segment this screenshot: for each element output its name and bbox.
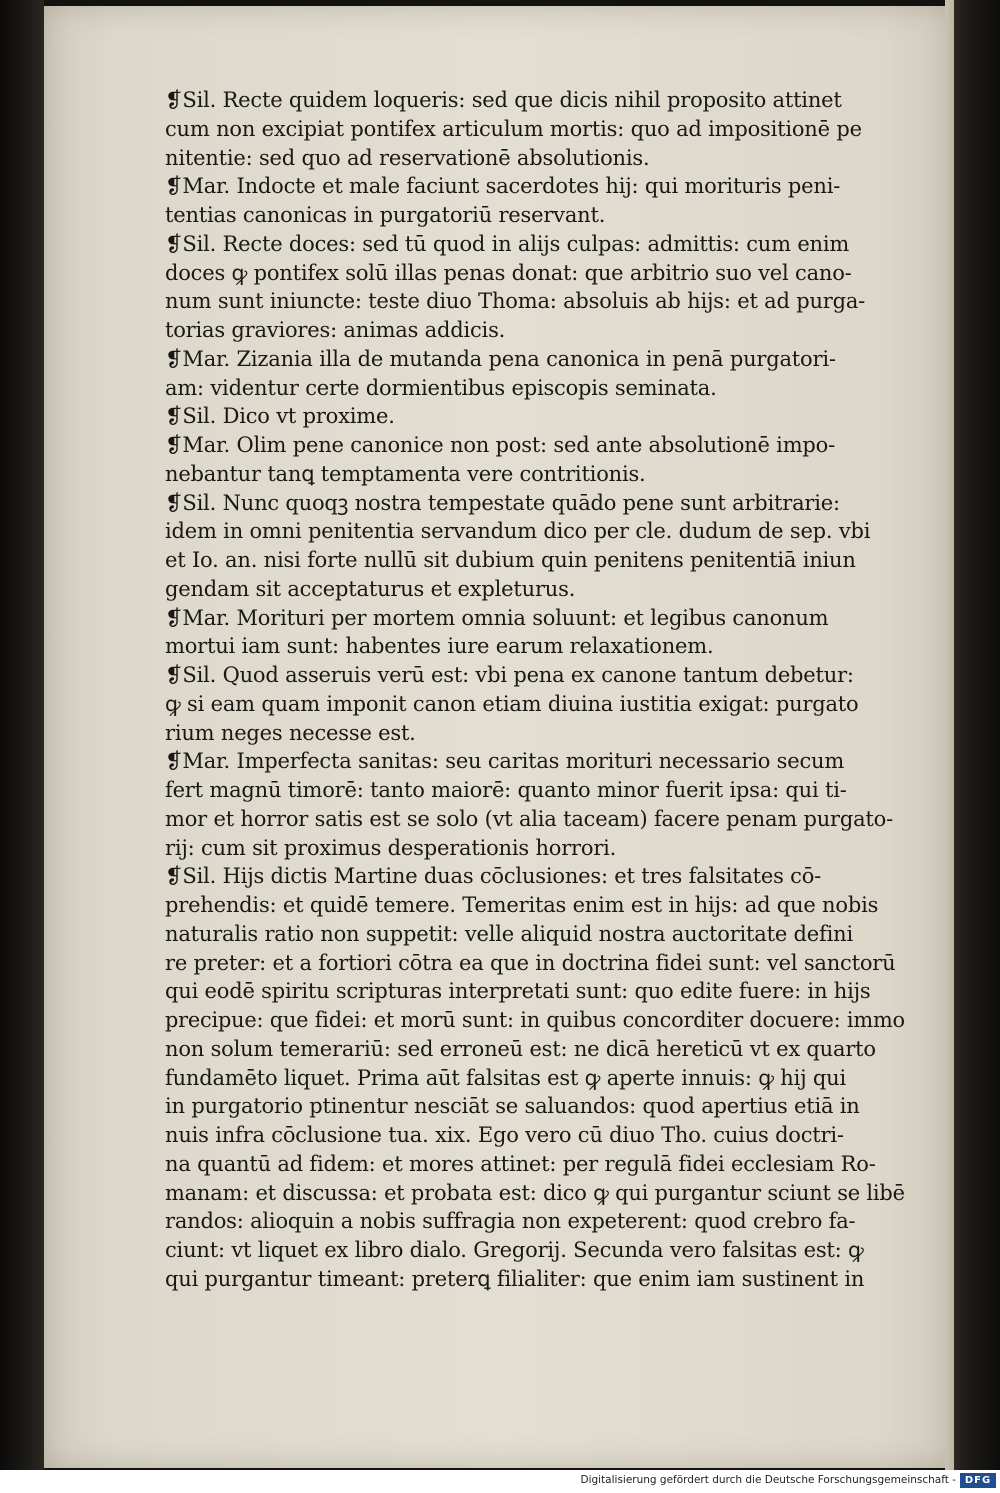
- text-line: ❡Mar. Zizania illa de mutanda pena canonica in penā purgatori-: [165, 346, 836, 371]
- text-line: fundamēto liquet. Prima aūt falsitas est ꝙ aperte innuis: ꝙ hij qui: [165, 1065, 846, 1090]
- text-line: mortui iam sunt: habentes iure earum relaxationem.: [165, 634, 714, 659]
- text-line: rium neges necesse est.: [165, 720, 416, 745]
- text-line: torias graviores: animas addicis.: [165, 318, 506, 342]
- funding-credit: Digitalisierung gefördert durch die Deutsche Forschungsgemeinschaft -: [580, 1474, 956, 1486]
- text-line: qui purgantur timeant: preterꝗ filialiter: que enim iam sustinent in: [165, 1266, 865, 1291]
- text-line: precipue: que fidei: et morū sunt: in quibus concorditer docuere: immo: [165, 1008, 905, 1032]
- text-line: idem in omni penitentia servandum dico per cle. dudum de sep. vbi: [165, 519, 871, 544]
- text-line: nitentie: sed quo ad reservationē absolutionis.: [165, 145, 650, 170]
- binding-shadow-right: [954, 0, 1000, 1470]
- text-line: ciunt: vt liquet ex libro dialo. Gregorij. Secunda vero falsitas est: ꝙ: [165, 1238, 864, 1262]
- binding-shadow-left: [0, 0, 44, 1470]
- text-line: ❡Mar. Olim pene canonice non post: sed ante absolutionē impo-: [165, 433, 835, 457]
- text-line: nebantur tanꝗ temptamenta vere contritionis.: [165, 461, 646, 486]
- dfg-logo: DFG: [960, 1473, 996, 1488]
- text-line: na quantū ad fidem: et mores attinet: per regulā fidei ecclesiam Ro-: [165, 1151, 876, 1176]
- text-line: cum non excipiat pontifex articulum mortis: quo ad impositionē pe: [165, 116, 862, 141]
- text-line: doces ꝙ pontifex solū illas penas donat: que arbitrio suo vel cano-: [165, 260, 852, 285]
- text-line: naturalis ratio non suppetit: velle aliquid nostra auctoritate defini: [165, 921, 853, 946]
- text-line: mor et horror satis est se solo (vt alia taceam) facere penam purgato-: [165, 806, 894, 831]
- text-line: ꝙ si eam quam imponit canon etiam diuina iustitia exigat: purgato: [165, 691, 859, 716]
- text-line: ❡Mar. Morituri per mortem omnia soluunt: et legibus canonum: [165, 605, 829, 630]
- text-line: non solum temerariū: sed erroneū est: ne dicā hereticū vt ex quarto: [165, 1036, 876, 1061]
- text-line: fert magnū timorē: tanto maiorē: quanto minor fuerit ipsa: qui ti-: [165, 778, 847, 802]
- text-line: randos: alioquin a nobis suffragia non expeterent: quod crebro fa-: [165, 1209, 856, 1234]
- text-line: nuis infra cōclusione tua. xix. Ego vero cū diuo Tho. cuius doctri-: [165, 1123, 844, 1147]
- text-line: num sunt iniuncte: teste diuo Thoma: absoluis ab hijs: et ad purga-: [165, 289, 866, 314]
- text-line: ❡Sil. Recte quidem loqueris: sed que dicis nihil proposito attinet: [165, 88, 842, 112]
- footer-bar: [0, 1470, 1000, 1493]
- text-line: ❡Sil. Quod asseruis verū est: vbi pena ex canone tantum debetur:: [165, 663, 854, 687]
- text-line: am: videntur certe dormientibus episcopis seminata.: [165, 375, 717, 400]
- text-line: ❡Mar. Imperfecta sanitas: seu caritas morituri necessario secum: [165, 749, 845, 774]
- text-line: rij: cum sit proximus desperationis horrori.: [165, 835, 617, 860]
- text-line: prehendis: et quidē temere. Temeritas enim est in hijs: ad que nobis: [165, 893, 879, 917]
- text-line: ❡Sil. Nunc quoqꝫ nostra tempestate quādo pene sunt arbitrarie:: [165, 490, 840, 515]
- text-line: in purgatorio ptinentur nesciāt se saluandos: quod apertius etiā in: [165, 1094, 860, 1119]
- text-line: re preter: et a fortiori cōtra ea que in doctrina fidei sunt: vel sanctorū: [165, 950, 896, 975]
- text-line: manam: et discussa: et probata est: dico ꝙ qui purgantur sciunt se libē: [165, 1180, 905, 1205]
- text-line: et Io. an. nisi forte nullū sit dubium quin penitens penitentiā iniun: [165, 548, 856, 572]
- text-line: ❡Mar. Indocte et male faciunt sacerdotes hij: qui morituris peni-: [165, 174, 841, 199]
- text-line: ❡Sil. Recte doces: sed tū quod in alijs culpas: admittis: cum enim: [165, 231, 850, 256]
- text-line: tentias canonicas in purgatoriū reservant.: [165, 203, 606, 227]
- text-block: [165, 86, 905, 1294]
- text-line: gendam sit acceptaturus et expleturus.: [165, 576, 576, 601]
- text-line: ❡Sil. Dico vt proxime.: [165, 404, 395, 429]
- text-line: qui eodē spiritu scripturas interpretati sunt: quo edite fuere: in hijs: [165, 979, 871, 1004]
- text-line: ❡Sil. Hijs dictis Martine duas cōclusiones: et tres falsitates cō-: [165, 864, 822, 889]
